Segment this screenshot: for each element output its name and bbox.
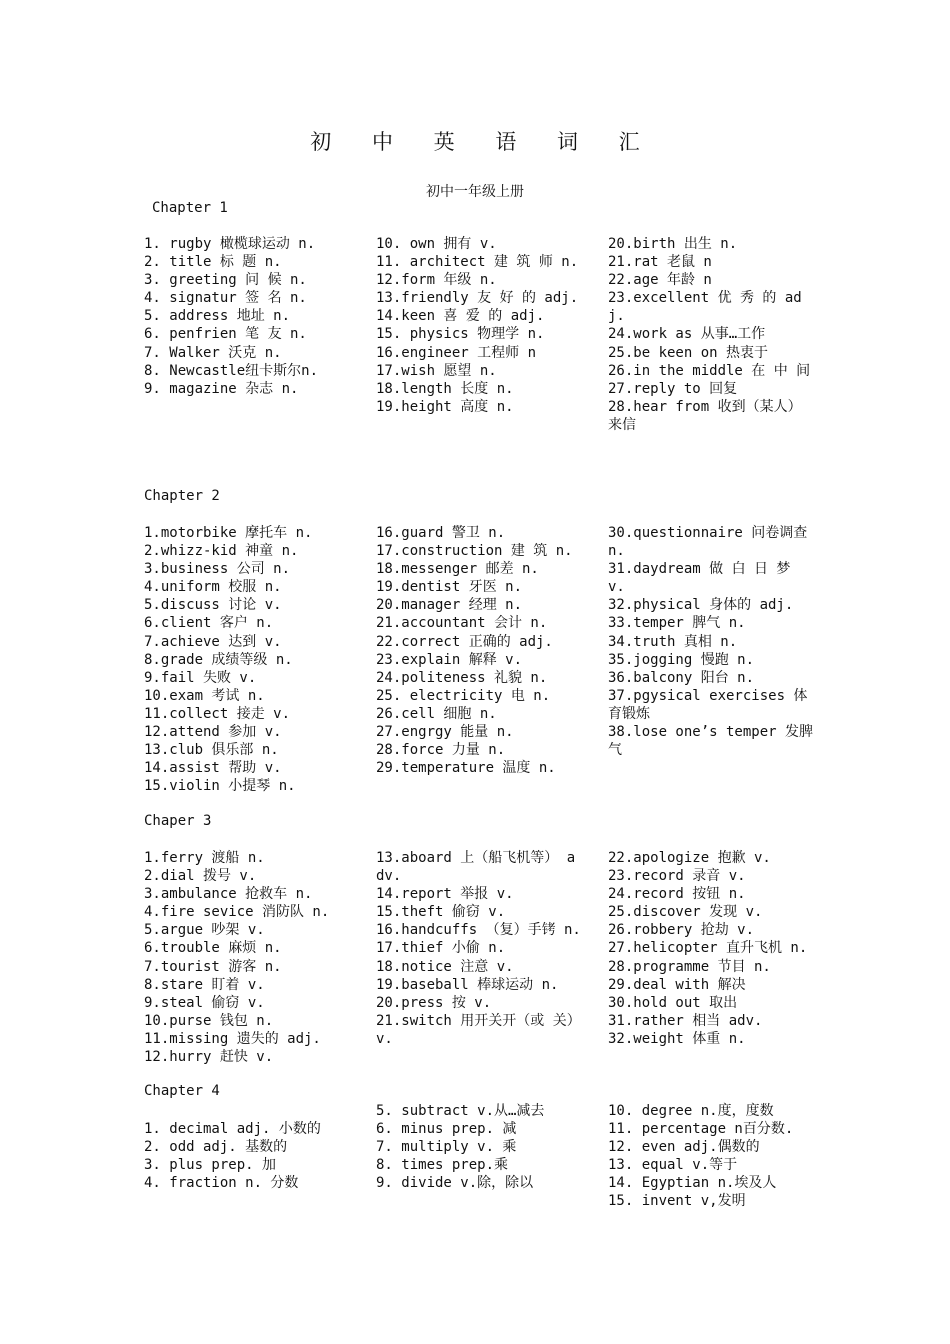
vocab-column — [608, 235, 813, 434]
vocab-entry: 2. odd adj. 基数的 — [144, 1139, 288, 1156]
vocab-entry: 21.accountant 会计 n. — [376, 615, 548, 632]
vocab-entry: 5.argue 吵架 v. — [144, 922, 265, 939]
vocab-entry: 37.pgysical exercises 体育锻炼 — [608, 687, 808, 722]
vocab-entry: 7.achieve 达到 v. — [144, 633, 282, 650]
vocab-column — [144, 849, 349, 1066]
vocab-entry: 18.length 长度 n. — [376, 380, 514, 397]
vocab-entry: 17.construction 建 筑 n. — [376, 543, 573, 560]
vocab-entry: 19.dentist 牙医 n. — [376, 579, 523, 596]
vocab-column — [376, 849, 581, 1048]
vocab-entry: 18.messenger 邮差 n. — [376, 561, 539, 578]
vocab-column — [144, 524, 349, 795]
vocab-entry: 31.rather 相当 adv. — [608, 1012, 763, 1029]
vocab-entry: 26.in the middle 在 中 间 — [608, 362, 811, 379]
vocab-entry: 13.club 俱乐部 n. — [144, 742, 279, 759]
vocab-column — [608, 849, 813, 1048]
vocab-entry: 34.truth 真相 n. — [608, 633, 738, 650]
vocab-entry: 4.uniform 校服 n. — [144, 579, 282, 596]
vocab-entry: 15. physics 物理学 n. — [376, 326, 545, 343]
vocab-entry: 11.missing 遗失的 adj. — [144, 1030, 321, 1047]
vocab-entry: 5. subtract v.从…减去 — [376, 1103, 545, 1119]
vocab-column — [608, 1102, 813, 1211]
vocab-entry: 27.helicopter 直升飞机 n. — [608, 940, 808, 957]
vocab-entry: 25. electricity 电 n. — [376, 687, 551, 704]
vocab-entry: 24.politeness 礼貌 n. — [376, 669, 548, 686]
vocab-entry: 12.form 年级 n. — [376, 272, 497, 289]
vocab-column — [376, 524, 581, 777]
vocab-entry: 1.motorbike 摩托车 n. — [144, 525, 313, 541]
vocab-entry: 28.hear from 收到（某人）来信 — [608, 398, 802, 433]
vocab-entry: 27.reply to 回复 — [608, 380, 738, 397]
vocab-entry: 3. greeting 问 候 n. — [144, 272, 307, 289]
vocab-entry: 15.theft 偷窃 v. — [376, 904, 506, 921]
vocab-entry: 38.lose one’s temper 发脾气 — [608, 724, 814, 759]
vocab-column — [376, 1102, 581, 1192]
vocab-entry: 22.age 年龄 n — [608, 272, 712, 289]
vocab-entry: 4. signatur 签 名 n. — [144, 290, 307, 307]
vocab-entry: 23.explain 解释 v. — [376, 651, 523, 668]
vocab-entry: 14.assist 帮助 v. — [144, 760, 282, 777]
vocab-entry: 13. equal v.等于 — [608, 1157, 738, 1174]
vocab-entry: 29.temperature 温度 n. — [376, 760, 556, 777]
vocab-entry: 30.hold out 取出 — [608, 994, 738, 1011]
chapter-heading: Chapter 2 — [144, 488, 220, 504]
vocab-entry: 8.grade 成绩等级 n. — [144, 651, 293, 668]
vocab-entry: 3.business 公司 n. — [144, 561, 291, 578]
vocab-entry: 1.ferry 渡船 n. — [144, 850, 265, 866]
vocab-entry: 35.jogging 慢跑 n. — [608, 651, 755, 668]
chapter-heading: Chapter 1 — [152, 200, 228, 216]
vocab-entry: 26.robbery 抢劫 v. — [608, 922, 755, 939]
vocab-entry: 30.questionnaire 问卷调查n. — [608, 525, 808, 560]
vocab-entry: 20.manager 经理 n. — [376, 597, 523, 614]
vocab-entry: 9. divide v.除，除以 — [376, 1175, 534, 1192]
vocab-entry: 6. penfrien 笔 友 n. — [144, 326, 307, 343]
vocab-entry: 16.guard 警卫 n. — [376, 525, 506, 541]
vocab-entry: 6.client 客户 n. — [144, 615, 274, 632]
vocab-entry: 9.fail 失败 v. — [144, 669, 257, 686]
vocab-entry: 12.hurry 赶快 v. — [144, 1049, 274, 1066]
vocab-entry: 1. rugby 橄榄球运动 n. — [144, 236, 316, 252]
vocab-entry: 12.attend 参加 v. — [144, 724, 282, 741]
vocab-column — [144, 1120, 349, 1192]
vocab-entry: 20.birth 出生 n. — [608, 236, 738, 252]
vocab-entry: 25.be keen on 热衷于 — [608, 344, 769, 361]
vocab-entry: 13.friendly 友 好 的 adj. — [376, 290, 579, 307]
vocab-column — [144, 235, 349, 398]
vocab-entry: 7.tourist 游客 n. — [144, 958, 282, 975]
vocab-entry: 9. magazine 杂志 n. — [144, 380, 299, 397]
vocab-entry: 9.steal 偷窃 v. — [144, 994, 265, 1011]
vocab-entry: 24.record 按钮 n. — [608, 886, 746, 903]
vocab-entry: 15. invent v,发明 — [608, 1193, 746, 1210]
vocab-entry: 16.handcuffs （复）手铐 n. — [376, 922, 581, 939]
vocab-entry: 31.daydream 做 白 日 梦 v. — [608, 561, 791, 596]
vocab-column — [376, 235, 581, 416]
vocab-entry: 7. multiply v. 乘 — [376, 1139, 517, 1156]
vocab-entry: 21.switch 用开关开（或 关）v. — [376, 1012, 581, 1047]
vocab-entry: 14. Egyptian n.埃及人 — [608, 1175, 777, 1192]
vocab-entry: 5.discuss 讨论 v. — [144, 597, 282, 614]
vocab-entry: 2.dial 拨号 v. — [144, 868, 257, 885]
vocab-entry: 10. degree n.度，度数 — [608, 1103, 774, 1119]
vocab-entry: 3. plus prep. 加 — [144, 1157, 277, 1174]
vocab-entry: 10.exam 考试 n. — [144, 687, 265, 704]
vocab-entry: 25.discover 发现 v. — [608, 904, 763, 921]
vocab-entry: 5. address 地址 n. — [144, 308, 291, 325]
vocab-entry: 12. even adj.偶数的 — [608, 1139, 760, 1156]
vocab-entry: 18.notice 注意 v. — [376, 958, 514, 975]
vocab-entry: 11. percentage n百分数. — [608, 1121, 794, 1138]
vocab-entry: 36.balcony 阳台 n. — [608, 669, 755, 686]
vocab-entry: 19.height 高度 n. — [376, 398, 514, 415]
vocab-entry: 11. architect 建 筑 师 n. — [376, 254, 579, 271]
vocab-entry: 2. title 标 题 n. — [144, 254, 282, 271]
vocab-entry: 11.collect 接走 v. — [144, 705, 291, 722]
vocab-entry: 10. own 拥有 v. — [376, 236, 497, 252]
vocab-entry: 22.correct 正确的 adj. — [376, 633, 553, 650]
vocab-entry: 14.report 举报 v. — [376, 886, 514, 903]
vocab-entry: 17.wish 愿望 n. — [376, 362, 497, 379]
vocab-entry: 6. minus prep. 减 — [376, 1121, 517, 1138]
vocab-entry: 8.stare 盯着 v. — [144, 976, 265, 993]
vocab-entry: 14.keen 喜 爱 的 adj. — [376, 308, 545, 325]
vocab-entry: 20.press 按 v. — [376, 994, 492, 1011]
vocab-entry: 13.aboard 上（船飞机等） adv. — [376, 850, 576, 885]
vocab-entry: 32.weight 体重 n. — [608, 1030, 746, 1047]
vocab-entry: 32.physical 身体的 adj. — [608, 597, 794, 614]
vocab-entry: 3.ambulance 抢救车 n. — [144, 886, 313, 903]
page-title: 初 中 英 语 词 汇 — [310, 130, 657, 154]
vocab-entry: 23.record 录音 v. — [608, 868, 746, 885]
vocab-entry: 8. times prep.乘 — [376, 1157, 509, 1174]
vocab-entry: 19.baseball 棒球运动 n. — [376, 976, 559, 993]
vocab-entry: 29.deal with 解决 — [608, 976, 746, 993]
vocab-entry: 26.cell 细胞 n. — [376, 705, 497, 722]
chapter-heading: Chapter 4 — [144, 1083, 220, 1099]
chapter-heading: Chaper 3 — [144, 813, 212, 829]
vocab-entry: 10.purse 钱包 n. — [144, 1012, 274, 1029]
vocab-entry: 16.engineer 工程师 n — [376, 344, 537, 361]
vocab-entry: 8. Newcastle纽卡斯尔n. — [144, 362, 319, 379]
vocab-entry: 4. fraction n. 分数 — [144, 1175, 299, 1192]
vocab-entry: 21.rat 老鼠 n — [608, 254, 712, 271]
vocab-entry: 2.whizz-kid 神童 n. — [144, 543, 299, 560]
page-subtitle: 初中一年级上册 — [426, 184, 524, 200]
vocab-entry: 7. Walker 沃克 n. — [144, 344, 282, 361]
vocab-entry: 27.engrgy 能量 n. — [376, 724, 514, 741]
vocab-entry: 24.work as 从事…工作 — [608, 326, 766, 343]
vocab-column — [608, 524, 813, 759]
vocab-entry: 28.programme 节目 n. — [608, 958, 771, 975]
vocab-entry: 28.force 力量 n. — [376, 742, 506, 759]
vocab-entry: 1. decimal adj. 小数的 — [144, 1121, 321, 1137]
vocab-entry: 22.apologize 抱歉 v. — [608, 850, 771, 866]
vocab-entry: 17.thief 小偷 n. — [376, 940, 506, 957]
vocab-entry: 15.violin 小提琴 n. — [144, 778, 296, 795]
vocab-entry: 33.temper 脾气 n. — [608, 615, 746, 632]
vocab-entry: 23.excellent 优 秀 的 adj. — [608, 290, 802, 325]
vocab-entry: 4.fire sevice 消防队 n. — [144, 904, 330, 921]
vocab-entry: 6.trouble 麻烦 n. — [144, 940, 282, 957]
